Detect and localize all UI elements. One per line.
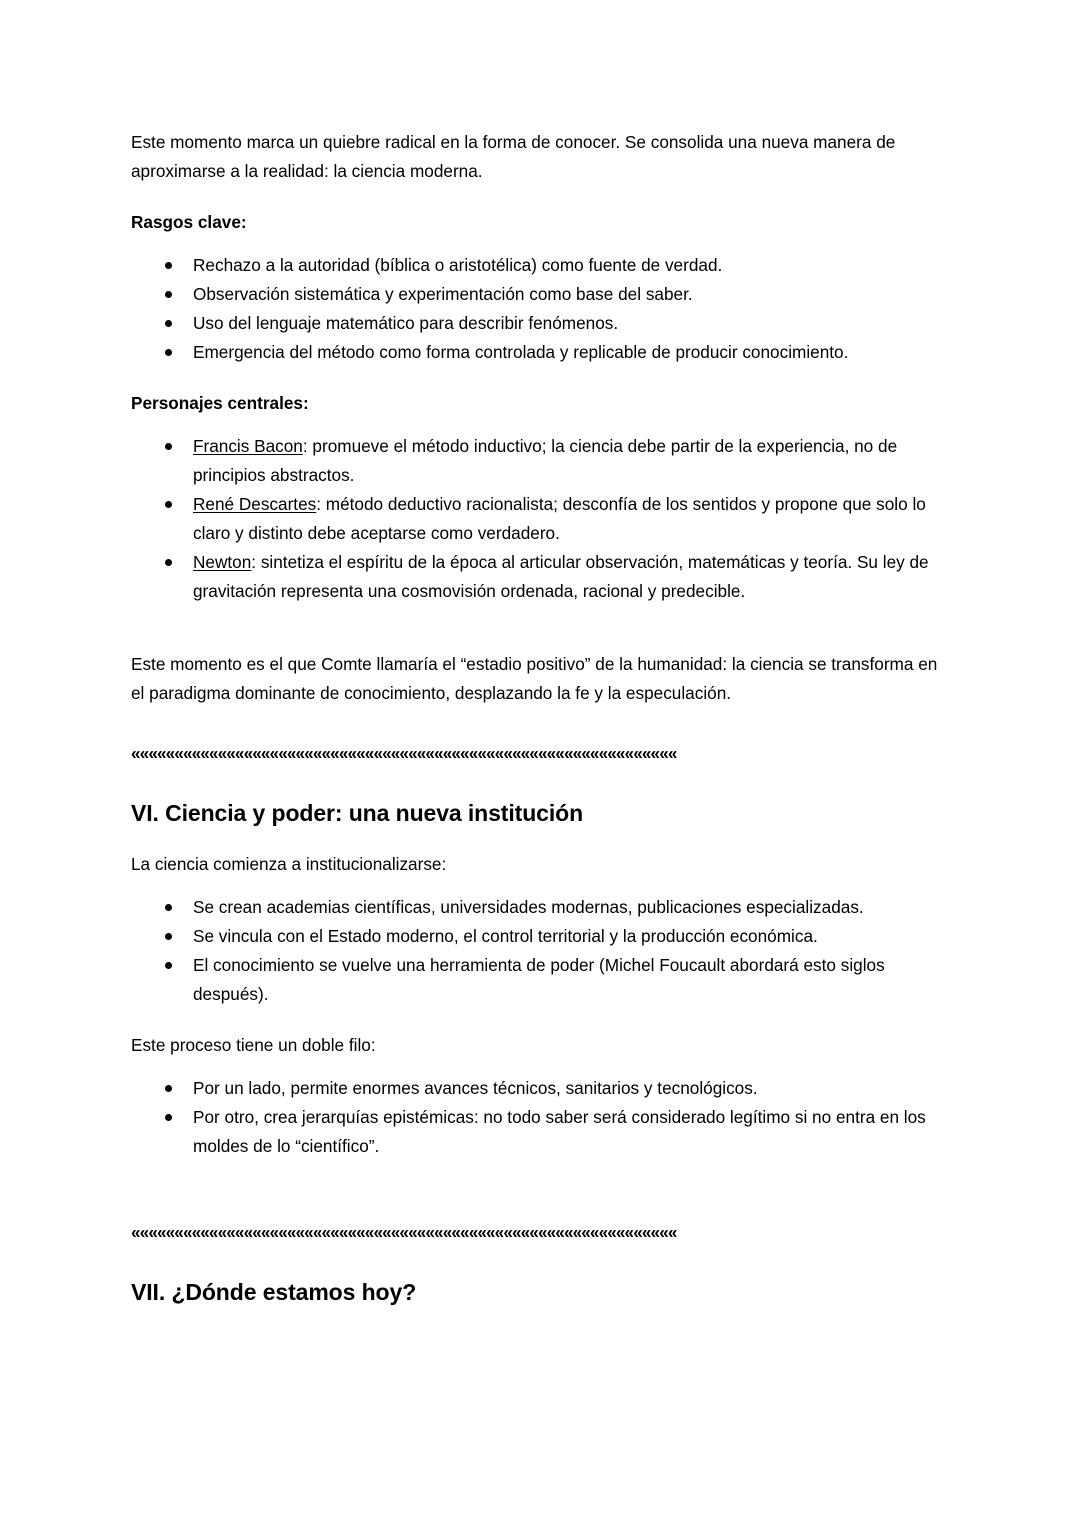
bullet-icon bbox=[165, 904, 172, 911]
spacer bbox=[131, 708, 946, 740]
bullet-icon bbox=[165, 349, 172, 356]
bullet-icon bbox=[165, 262, 172, 269]
rasgos-clave-list bbox=[131, 251, 946, 367]
bullet-icon bbox=[165, 962, 172, 969]
bullet-icon bbox=[165, 501, 172, 508]
list-item bbox=[131, 338, 946, 367]
list-item-text: Observación sistemática y experimentación como base del saber. bbox=[193, 284, 693, 304]
person-name: Francis Bacon bbox=[193, 436, 303, 456]
section-vi-intro: La ciencia comienza a institucionalizarse: bbox=[131, 854, 447, 874]
bullet-icon bbox=[165, 443, 172, 450]
intro-paragraph: Este momento marca un quiebre radical en la forma de conocer. Se consolida una nueva manera de aproximarse a la realidad: la ciencia moderna. bbox=[131, 132, 896, 181]
bullet-icon bbox=[165, 320, 172, 327]
section-vi-list bbox=[131, 893, 946, 1009]
spacer bbox=[131, 1161, 946, 1219]
list-item-text: Rechazo a la autoridad (bíblica o aristotélica) como fuente de verdad. bbox=[193, 255, 723, 275]
spacer bbox=[131, 766, 946, 798]
spacer bbox=[131, 879, 946, 893]
doble-filo-list bbox=[131, 1074, 946, 1161]
spacer bbox=[131, 418, 946, 432]
list-item-text: Se crean academias científicas, universidades modernas, publicaciones especializadas. bbox=[193, 897, 864, 917]
section-heading-vi: VI. Ciencia y poder: una nueva institución bbox=[131, 800, 584, 826]
spacer bbox=[131, 367, 946, 389]
list-item-text: Por un lado, permite enormes avances técnicos, sanitarios y tecnológicos. bbox=[193, 1078, 758, 1098]
comte-paragraph: Este momento es el que Comte llamaría el “estadio positivo” de la humanidad: la ciencia se transforma en el paradigma dominante de conocimiento, desplazando la fe y la especulación. bbox=[131, 654, 938, 703]
list-item-text: Por otro, crea jerarquías epistémicas: no todo saber será considerado legítimo si no entra en los moldes de lo “científico”. bbox=[193, 1107, 926, 1156]
person-description: : sintetiza el espíritu de la época al articular observación, matemáticas y teoría. Su ley de gravitación representa una cosmovisión ordenada, racional y predecible. bbox=[193, 552, 929, 601]
spacer bbox=[131, 237, 946, 251]
bullet-icon bbox=[165, 559, 172, 566]
spacer bbox=[131, 606, 946, 650]
spacer bbox=[131, 186, 946, 208]
personajes-centrales-list bbox=[131, 432, 946, 606]
person-description: : promueve el método inductivo; la ciencia debe partir de la experiencia, no de principios abstractos. bbox=[193, 436, 898, 485]
list-item-text: El conocimiento se vuelve una herramienta de poder (Michel Foucault abordará esto siglos después). bbox=[193, 955, 885, 1004]
list-item bbox=[131, 432, 946, 490]
section-divider: ««««««««««««««««««««««««««««««««««««««««««««««««««««««««««««««« bbox=[131, 743, 677, 763]
list-item-text: Se vincula con el Estado moderno, el control territorial y la producción económica. bbox=[193, 926, 818, 946]
list-item-text: Emergencia del método como forma controlada y replicable de producir conocimiento. bbox=[193, 342, 849, 362]
list-item bbox=[131, 251, 946, 280]
list-item bbox=[131, 893, 946, 922]
bullet-icon bbox=[165, 933, 172, 940]
person-name: René Descartes bbox=[193, 494, 317, 514]
list-item bbox=[131, 490, 946, 548]
spacer bbox=[131, 1060, 946, 1074]
bullet-icon bbox=[165, 291, 172, 298]
person-name: Newton bbox=[193, 552, 252, 572]
list-item bbox=[131, 1103, 946, 1161]
list-item-text: Uso del lenguaje matemático para describir fenómenos. bbox=[193, 313, 619, 333]
rasgos-clave-label: Rasgos clave: bbox=[131, 212, 247, 232]
list-item bbox=[131, 280, 946, 309]
section-heading-vii: VII. ¿Dónde estamos hoy? bbox=[131, 1279, 417, 1305]
bullet-icon bbox=[165, 1114, 172, 1121]
person-description: : método deductivo racionalista; desconfía de los sentidos y propone que solo lo claro y distinto debe aceptarse como verdadero. bbox=[193, 494, 926, 543]
list-item bbox=[131, 548, 946, 606]
spacer bbox=[131, 828, 946, 850]
list-item bbox=[131, 1074, 946, 1103]
list-item bbox=[131, 922, 946, 951]
spacer bbox=[131, 1009, 946, 1031]
bullet-icon bbox=[165, 1085, 172, 1092]
section-divider: ««««««««««««««««««««««««««««««««««««««««««««««««««««««««««««««« bbox=[131, 1222, 677, 1242]
list-item bbox=[131, 951, 946, 1009]
personajes-centrales-label: Personajes centrales: bbox=[131, 393, 309, 413]
spacer bbox=[131, 1245, 946, 1277]
document-body bbox=[131, 128, 946, 1307]
doble-filo-intro: Este proceso tiene un doble filo: bbox=[131, 1035, 376, 1055]
list-item bbox=[131, 309, 946, 338]
